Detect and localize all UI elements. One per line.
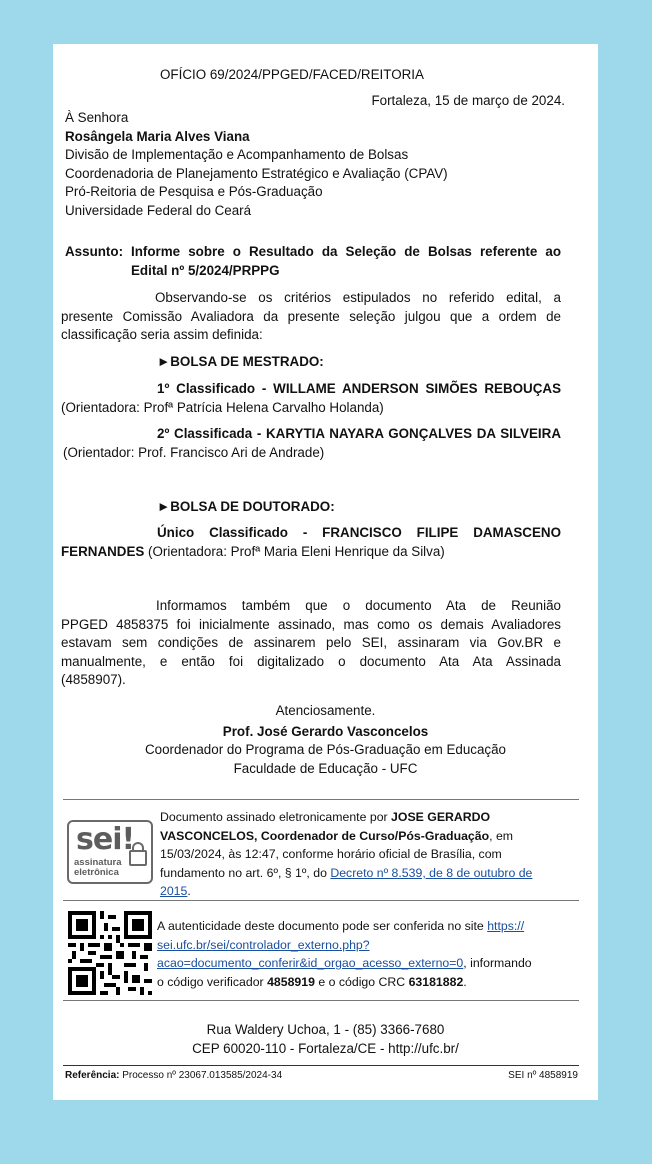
mestrado-first-advisor: (Orientadora: Profª Patrícia Helena Carvalho Holanda) bbox=[61, 400, 384, 415]
intro-line: classificação seria assim definida: bbox=[61, 327, 263, 343]
signature-text: Documento assinado eletronicamente por JOSE GERARDO VASCONCELOS, Coordenador de Curso/Pós-Graduação, em 15/03/2024, às 12:47, conforme horário oficial de Brasília, com fundamento no art. 6º, § 1º, do Decreto nº 8.539, de 8 de outubro de 2015. bbox=[160, 810, 533, 899]
mestrado-second-name: 2º Classificada - KARYTIA NAYARA GONÇALVES DA SILVEIRA bbox=[157, 426, 561, 441]
oficio-number: OFÍCIO 69/2024/PPGED/FACED/REITORIA bbox=[160, 67, 424, 82]
subject-line-2: Edital nº 5/2024/PRPPG bbox=[131, 262, 280, 278]
process-reference: Referência: Processo nº 23067.013585/2024-34 bbox=[65, 1070, 283, 1081]
recipient-line: Coordenadoria de Planejamento Estratégico e Avaliação (CPAV) bbox=[65, 165, 448, 181]
final-line: estavam sem condições de assinarem pelo SEI, assinaram via Gov.BR e bbox=[61, 635, 561, 651]
document-date: Fortaleza, 15 de março de 2024. bbox=[371, 93, 565, 108]
divider bbox=[63, 1000, 579, 1001]
recipient-block bbox=[65, 109, 565, 221]
closing-block bbox=[53, 702, 598, 778]
recipient-line: Divisão de Implementação e Acompanhamento de Bolsas bbox=[65, 147, 409, 163]
recipient-name: Rosângela Maria Alves Viana bbox=[65, 128, 250, 144]
final-line: (4858907). bbox=[61, 672, 126, 688]
signer-name: Prof. José Gerardo Vasconcelos bbox=[222, 723, 429, 739]
mestrado-heading: ►BOLSA DE MESTRADO: bbox=[157, 354, 324, 369]
doutorado-first-line2 bbox=[61, 543, 445, 562]
sei-number: SEI nº 4858919 bbox=[508, 1070, 578, 1081]
recipient-line: Pró-Reitoria de Pesquisa e Pós-Graduação bbox=[65, 184, 323, 200]
intro-line: Observando-se os critérios estipulados no referido edital, a bbox=[155, 290, 561, 305]
sei-signature-logo bbox=[67, 820, 153, 884]
doutorado-heading: ►BOLSA DE DOUTORADO: bbox=[157, 499, 335, 514]
decree-link[interactable]: Decreto nº 8.539, de 8 de outubro de bbox=[330, 865, 533, 880]
sei-logo-text: sei! bbox=[76, 822, 135, 857]
final-line: Informamos também que o documento Ata de Reunião bbox=[156, 598, 561, 613]
authenticity-text: A autenticidade deste documento pode ser conferida no site https:// sei.ufc.br/sei/controlador_externo.php? acao=documento_conferir&id_orgao_acesso_externo=0, informando o código verificador 4858919 e o código CRC 63181882. bbox=[157, 919, 532, 989]
authenticity-link[interactable]: https:// bbox=[487, 919, 525, 933]
mestrado-second-advisor: (Orientador: Prof. Francisco Ari de Andrade) bbox=[63, 445, 325, 460]
doutorado-first-name: Único Classificado - FRANCISCO FILIPE DAMASCENO bbox=[157, 525, 561, 540]
decree-link-year[interactable]: 2015 bbox=[160, 884, 188, 899]
subject bbox=[65, 243, 561, 280]
address-block bbox=[53, 1021, 598, 1058]
divider bbox=[63, 1065, 579, 1066]
lock-icon bbox=[129, 850, 147, 866]
subject-line-1: Informe sobre o Resultado da Seleção de Bolsas referente ao bbox=[131, 244, 561, 259]
final-paragraph bbox=[61, 597, 561, 690]
address-line: CEP 60020-110 - Fortaleza/CE - http://ufc.br/ bbox=[192, 1040, 459, 1056]
recipient-salutation: À Senhora bbox=[65, 110, 129, 125]
intro-paragraph bbox=[61, 289, 561, 345]
recipient-line: Universidade Federal do Ceará bbox=[65, 202, 252, 218]
divider bbox=[63, 900, 579, 901]
qr-code-icon bbox=[68, 911, 152, 995]
signer-role: Coordenador do Programa de Pós-Graduação em Educação bbox=[144, 742, 507, 758]
authenticity-link[interactable]: acao=documento_conferir&id_orgao_acesso_externo=0 bbox=[157, 956, 464, 971]
divider bbox=[63, 799, 579, 800]
closing-regards: Atenciosamente. bbox=[275, 703, 376, 718]
final-line: PPGED 4858375 foi inicialmente assinado, mas como os demais Avaliadores bbox=[61, 616, 561, 632]
mestrado-first-name: 1º Classificado - WILLAME ANDERSON SIMÕES REBOUÇAS bbox=[157, 381, 561, 396]
final-line: manualmente, e então foi digitalizado o documento Ata Ata Assinada bbox=[61, 653, 561, 669]
authenticity-link[interactable]: sei.ufc.br/sei/controlador_externo.php? bbox=[157, 937, 370, 952]
doutorado-first-advisor: (Orientadora: Profª Maria Eleni Henrique da Silva) bbox=[144, 544, 445, 559]
doutorado-first-surname: FERNANDES bbox=[61, 544, 145, 559]
sei-logo-subtitle: assinatura eletrônica bbox=[74, 857, 122, 878]
address-line: Rua Waldery Uchoa, 1 - (85) 3366-7680 bbox=[206, 1022, 445, 1037]
document-page bbox=[53, 44, 598, 1100]
signer-unit: Faculdade de Educação - UFC bbox=[233, 760, 418, 776]
intro-line: presente Comissão Avaliadora da presente seleção julgou que a ordem de bbox=[61, 308, 561, 324]
subject-label: Assunto: bbox=[65, 244, 124, 259]
